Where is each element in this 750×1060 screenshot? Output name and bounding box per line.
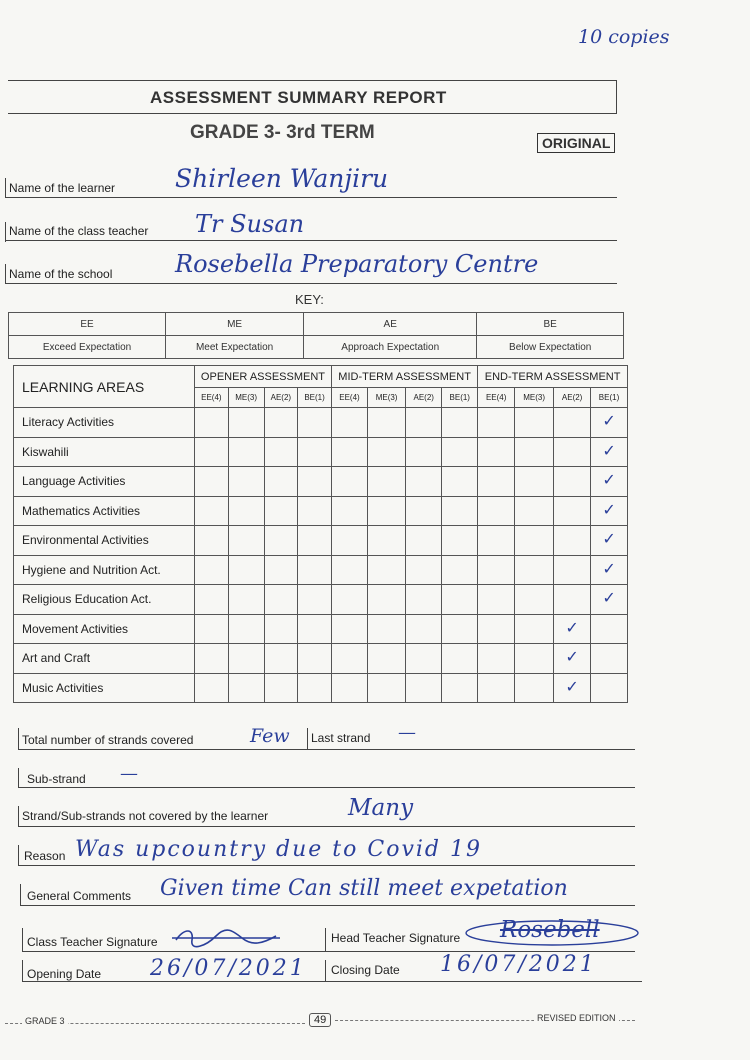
not-covered-label: Strand/Sub-strands not covered by the learner [22, 809, 269, 823]
score-cell [298, 585, 332, 615]
score-cell [591, 644, 628, 674]
score-cell [554, 555, 591, 585]
score-cell [331, 467, 367, 497]
score-cell [442, 555, 478, 585]
table-row [14, 555, 628, 585]
col-header-endterm-2: AE(2) [554, 388, 591, 408]
score-cell [442, 673, 478, 703]
score-cell [228, 614, 264, 644]
score-cell [331, 644, 367, 674]
score-cell [442, 437, 478, 467]
footer-grade: GRADE 3 [22, 1016, 68, 1026]
score-cell [515, 496, 554, 526]
score-cell [228, 526, 264, 556]
key-code-ee: EE [9, 313, 166, 336]
check-mark: ✓ [602, 560, 616, 578]
score-cell [195, 585, 229, 615]
score-cell [591, 467, 628, 497]
not-covered-value: Many [348, 795, 414, 821]
score-cell [298, 437, 332, 467]
score-cell [442, 585, 478, 615]
score-cell [554, 614, 591, 644]
score-cell [264, 467, 298, 497]
learning-area-label: Music Activities [14, 673, 195, 703]
key-desc-me: Meet Expectation [166, 336, 304, 359]
midterm-header: MID-TERM ASSESSMENT [331, 366, 477, 388]
reason-value: Was upcountry due to Covid 19 [75, 837, 482, 862]
score-cell [406, 614, 442, 644]
score-cell [264, 673, 298, 703]
learning-area-label: Movement Activities [14, 614, 195, 644]
check-mark: ✓ [602, 413, 616, 431]
table-row [14, 496, 628, 526]
score-cell [442, 526, 478, 556]
score-cell [331, 555, 367, 585]
head-teacher-signature: Rosebell [500, 917, 600, 943]
score-cell [264, 408, 298, 438]
score-cell [331, 614, 367, 644]
score-cell [515, 408, 554, 438]
learner-label: Name of the learner [9, 181, 116, 195]
footer-edition: REVISED EDITION [534, 1013, 619, 1023]
table-row [14, 467, 628, 497]
score-cell [367, 644, 405, 674]
score-cell [298, 555, 332, 585]
table-row [14, 526, 628, 556]
score-cell [406, 437, 442, 467]
closing-date-value: 16/07/2021 [440, 952, 597, 977]
score-cell [591, 408, 628, 438]
score-cell [442, 614, 478, 644]
score-cell [195, 555, 229, 585]
score-cell [298, 644, 332, 674]
score-cell [331, 526, 367, 556]
score-cell [331, 408, 367, 438]
score-cell [264, 644, 298, 674]
score-cell [406, 673, 442, 703]
check-mark: ✓ [565, 619, 579, 637]
col-header-opener-1: ME(3) [228, 388, 264, 408]
col-header-opener-3: BE(1) [298, 388, 332, 408]
score-cell [515, 437, 554, 467]
score-cell [478, 408, 515, 438]
score-cell [195, 437, 229, 467]
score-cell [367, 467, 405, 497]
score-cell [195, 526, 229, 556]
score-cell [367, 673, 405, 703]
score-cell [331, 585, 367, 615]
report-subtitle: GRADE 3- 3rd TERM [190, 122, 375, 143]
learning-area-label: Environmental Activities [14, 526, 195, 556]
score-cell [554, 526, 591, 556]
score-cell [554, 437, 591, 467]
score-cell [228, 673, 264, 703]
score-cell [591, 555, 628, 585]
score-cell [264, 585, 298, 615]
class-signature-label: Class Teacher Signature [27, 935, 158, 949]
score-cell [228, 644, 264, 674]
col-header-opener-2: AE(2) [264, 388, 298, 408]
original-badge: ORIGINAL [537, 133, 615, 153]
score-cell [406, 408, 442, 438]
score-cell [264, 614, 298, 644]
score-cell [195, 614, 229, 644]
head-signature-label: Head Teacher Signature [331, 931, 461, 945]
score-cell [442, 496, 478, 526]
key-desc-ee: Exceed Expectation [9, 336, 166, 359]
score-cell [298, 673, 332, 703]
score-cell [406, 585, 442, 615]
score-cell [195, 673, 229, 703]
score-cell [228, 555, 264, 585]
learning-area-label: Literacy Activities [14, 408, 195, 438]
school-label: Name of the school [9, 267, 113, 281]
opening-date-value: 26/07/2021 [150, 956, 307, 981]
col-header-endterm-0: EE(4) [478, 388, 515, 408]
score-cell [591, 673, 628, 703]
last-strand-value: — [398, 722, 416, 743]
score-cell [331, 437, 367, 467]
learning-area-label: Hygiene and Nutrition Act. [14, 555, 195, 585]
learning-area-label: Mathematics Activities [14, 496, 195, 526]
score-cell [591, 496, 628, 526]
opening-date-label: Opening Date [27, 967, 102, 981]
score-cell [195, 467, 229, 497]
score-cell [406, 644, 442, 674]
table-row [14, 408, 628, 438]
score-cell [478, 555, 515, 585]
score-cell [515, 585, 554, 615]
footer-page-number: 49 [309, 1013, 331, 1027]
score-cell [478, 496, 515, 526]
score-cell [228, 408, 264, 438]
table-row [14, 437, 628, 467]
substrand-label: Sub-strand [27, 772, 86, 786]
col-header-opener-0: EE(4) [195, 388, 229, 408]
score-cell [298, 408, 332, 438]
score-cell [515, 673, 554, 703]
reason-label: Reason [24, 849, 66, 863]
score-cell [591, 614, 628, 644]
score-cell [515, 614, 554, 644]
key-desc-be: Below Expectation [477, 336, 624, 359]
score-cell [591, 585, 628, 615]
table-row [14, 644, 628, 674]
score-cell [367, 555, 405, 585]
strands-value: Few [250, 725, 290, 747]
closing-date-label: Closing Date [331, 963, 400, 977]
col-header-midterm-0: EE(4) [331, 388, 367, 408]
signature-oval [462, 918, 642, 948]
col-header-midterm-1: ME(3) [367, 388, 405, 408]
score-cell [442, 467, 478, 497]
learning-area-label: Art and Craft [14, 644, 195, 674]
comments-value: Given time Can still meet expetation [160, 876, 568, 901]
key-code-be: BE [477, 313, 624, 336]
score-cell [195, 408, 229, 438]
copies-note: 10 copies [578, 26, 670, 48]
score-cell [331, 673, 367, 703]
strands-label: Total number of strands covered [22, 733, 194, 747]
score-cell [406, 467, 442, 497]
score-cell [367, 614, 405, 644]
table-row [14, 673, 628, 703]
key-desc-ae: Approach Expectation [304, 336, 477, 359]
score-cell [298, 614, 332, 644]
score-cell [478, 467, 515, 497]
check-mark: ✓ [565, 649, 579, 667]
teacher-label: Name of the class teacher [9, 224, 149, 238]
score-cell [298, 526, 332, 556]
col-header-endterm-3: BE(1) [591, 388, 628, 408]
assessment-table [13, 365, 628, 703]
learning-area-label: Language Activities [14, 467, 195, 497]
score-cell [478, 673, 515, 703]
class-teacher-signature [172, 926, 282, 950]
score-cell [478, 644, 515, 674]
score-cell [478, 437, 515, 467]
table-row [14, 614, 628, 644]
learner-value: Shirleen Wanjiru [175, 164, 389, 193]
score-cell [264, 526, 298, 556]
teacher-value: Tr Susan [195, 210, 305, 238]
comments-label: General Comments [27, 889, 132, 903]
check-mark: ✓ [602, 531, 616, 549]
score-cell [367, 437, 405, 467]
check-mark: ✓ [602, 501, 616, 519]
opener-header: OPENER ASSESSMENT [195, 366, 332, 388]
score-cell [228, 437, 264, 467]
score-cell [298, 496, 332, 526]
score-cell [228, 585, 264, 615]
school-value: Rosebella Preparatory Centre [175, 250, 539, 278]
score-cell [406, 496, 442, 526]
score-cell [367, 526, 405, 556]
last-strand-label: Last strand [311, 731, 371, 745]
key-code-me: ME [166, 313, 304, 336]
substrand-value: — [120, 763, 138, 784]
col-header-midterm-2: AE(2) [406, 388, 442, 408]
score-cell [478, 526, 515, 556]
key-table [8, 312, 624, 359]
score-cell [195, 644, 229, 674]
score-cell [442, 644, 478, 674]
score-cell [195, 496, 229, 526]
score-cell [554, 467, 591, 497]
score-cell [478, 585, 515, 615]
score-cell [264, 496, 298, 526]
score-cell [515, 526, 554, 556]
key-code-ae: AE [304, 313, 477, 336]
score-cell [554, 644, 591, 674]
score-cell [367, 408, 405, 438]
learning-areas-header: LEARNING AREAS [14, 366, 195, 408]
endterm-header: END-TERM ASSESSMENT [478, 366, 628, 388]
score-cell [298, 467, 332, 497]
score-cell [442, 408, 478, 438]
score-cell [264, 437, 298, 467]
table-row [14, 585, 628, 615]
score-cell [478, 614, 515, 644]
score-cell [331, 496, 367, 526]
score-cell [406, 526, 442, 556]
score-cell [228, 467, 264, 497]
check-mark: ✓ [565, 678, 579, 696]
score-cell [515, 644, 554, 674]
score-cell [367, 585, 405, 615]
score-cell [228, 496, 264, 526]
check-mark: ✓ [602, 442, 616, 460]
key-title: KEY: [295, 292, 324, 307]
score-cell [591, 526, 628, 556]
check-mark: ✓ [602, 472, 616, 490]
score-cell [554, 673, 591, 703]
score-cell [554, 408, 591, 438]
score-cell [554, 496, 591, 526]
learning-area-label: Religious Education Act. [14, 585, 195, 615]
score-cell [591, 437, 628, 467]
col-header-endterm-1: ME(3) [515, 388, 554, 408]
score-cell [515, 467, 554, 497]
report-title: ASSESSMENT SUMMARY REPORT [150, 88, 447, 107]
check-mark: ✓ [602, 590, 616, 608]
score-cell [406, 555, 442, 585]
col-header-midterm-3: BE(1) [442, 388, 478, 408]
score-cell [515, 555, 554, 585]
score-cell [367, 496, 405, 526]
score-cell [554, 585, 591, 615]
learning-area-label: Kiswahili [14, 437, 195, 467]
score-cell [264, 555, 298, 585]
